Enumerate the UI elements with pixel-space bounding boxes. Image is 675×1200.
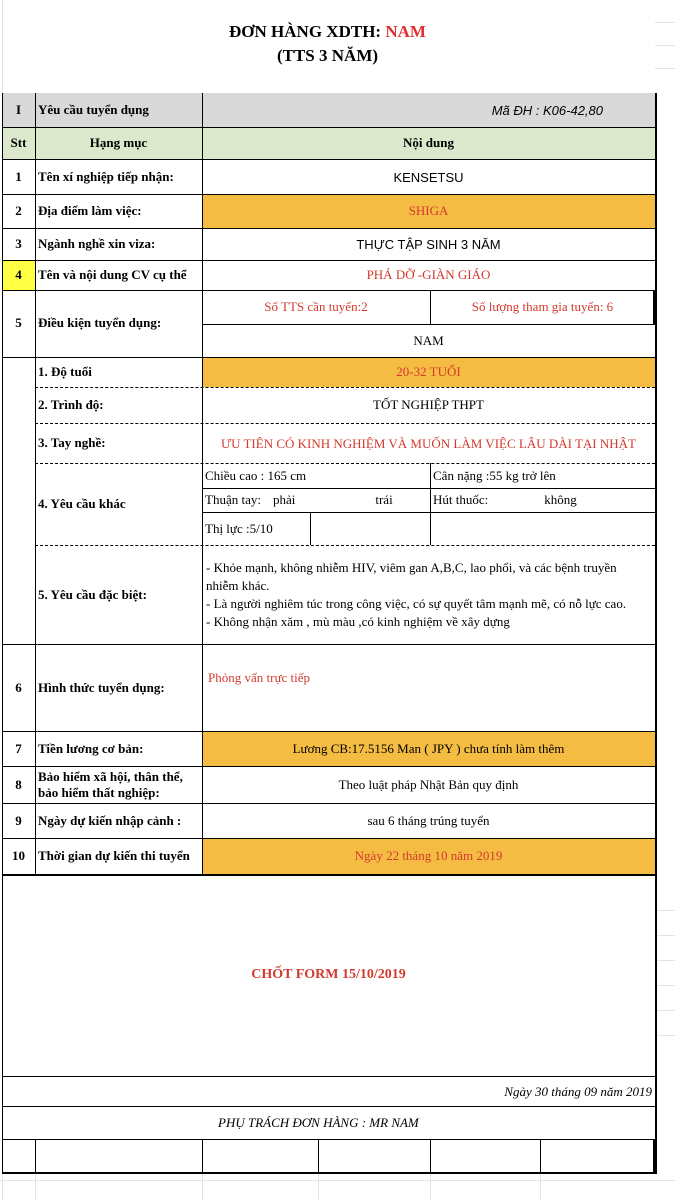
chot-form: CHỐT FORM 15/10/2019 [251, 967, 406, 982]
label-company: Tên xí nghiệp tiếp nhận: [38, 169, 174, 184]
section-label: Yêu cầu tuyển dụng [35, 93, 202, 127]
border-line [35, 423, 655, 425]
border-line [430, 290, 431, 324]
value-insurance: Theo luật pháp Nhật Bản quy định [338, 776, 519, 792]
border-line [35, 387, 655, 389]
border-line [2, 874, 657, 876]
footer-manager: PHỤ TRÁCH ĐƠN HÀNG : MR NAM [218, 1115, 419, 1130]
footer-date: Ngày 30 tháng 09 năm 2019 [504, 1083, 652, 1099]
stt-3: 3 [15, 236, 22, 251]
stt-8: 8 [15, 776, 22, 792]
grid-line [655, 985, 675, 986]
border-line [430, 463, 431, 545]
border-line [202, 93, 203, 874]
label-exam-date: Thời gian dự kiến thi tuyển [38, 848, 190, 863]
border-line [2, 803, 655, 804]
label-age: 1. Độ tuổi [38, 364, 92, 379]
section-number: I [2, 93, 35, 127]
hand-left: trái [375, 492, 393, 507]
header-stt: Stt [2, 127, 35, 159]
title-prefix: ĐƠN HÀNG XDTH: [229, 22, 382, 41]
order-code: Mã ĐH : K06-42,80 [202, 93, 655, 127]
border-line [2, 290, 655, 291]
border-line [318, 1139, 319, 1173]
grid-line [430, 1172, 431, 1200]
value-exam-date: Ngày 22 tháng 10 năm 2019 [202, 838, 655, 874]
value-job: PHÁ DỠ -GIÀN GIÁO [366, 267, 491, 282]
border-line [2, 731, 655, 732]
border-line [2, 194, 655, 195]
stt-6: 6 [15, 679, 22, 695]
grid-line [202, 1172, 203, 1200]
label-recruit-form: Hình thức tuyển dụng: [38, 679, 165, 695]
value-needed: Số TTS cần tuyển:2 [264, 299, 368, 314]
border-line [653, 1139, 655, 1173]
border-line [2, 1172, 657, 1174]
grid-line [655, 935, 675, 936]
border-line [310, 512, 311, 545]
value-entry-date: sau 6 tháng trúng tuyển [367, 812, 490, 828]
border-line [2, 127, 655, 128]
value-hand [202, 488, 430, 512]
stt-1: 1 [15, 169, 22, 184]
grid-line [655, 1035, 675, 1036]
value-salary: Lương CB:17.5156 Man ( JPY ) chưa tính làm thêm [202, 731, 655, 766]
border-line [2, 1139, 655, 1140]
label-visa: Ngành nghề xin viza: [38, 236, 156, 251]
label-job: Tên và nội dung CV cụ thể [38, 267, 187, 282]
value-height: Chiều cao : 165 cm [205, 467, 307, 483]
border-line [2, 159, 655, 160]
value-age: 20-32 TUỔI [202, 357, 655, 387]
value-location: SHIGA [202, 194, 655, 228]
value-smoking [430, 488, 655, 512]
value-education: TỐT NGHIỆP THPT [373, 397, 484, 412]
header-content: Nội dung [202, 127, 655, 159]
label-entry-date: Ngày dự kiến nhập cảnh : [38, 812, 182, 828]
title-gender: NAM [385, 22, 426, 41]
border-line [202, 512, 655, 513]
border-line [2, 228, 655, 229]
value-gender: NAM [413, 332, 444, 348]
value-participants: Số lượng tham gia tuyển: 6 [471, 299, 614, 314]
border-line [202, 324, 655, 325]
border-line [2, 260, 655, 261]
hand-right: phải [272, 492, 296, 507]
label-location: Địa điểm làm việc: [38, 203, 142, 218]
grid-line [540, 1172, 541, 1200]
grid-line [655, 68, 675, 69]
grid-line [655, 910, 675, 911]
border-line [2, 838, 655, 839]
page-subtitle: (TTS 3 NĂM) [276, 46, 379, 65]
value-recruit-form: Phỏng vấn trực tiếp [208, 670, 311, 685]
stt-2: 2 [15, 203, 22, 218]
page-title [0, 22, 655, 42]
value-visa: THỰC TẬP SINH 3 NĂM [356, 236, 501, 252]
label-skill: 3. Tay nghề: [38, 435, 106, 450]
value-company: KENSETSU [393, 169, 464, 185]
header-category: Hạng mục [35, 127, 202, 159]
border-line [2, 1076, 655, 1077]
border-line [2, 766, 655, 767]
grid-line [655, 960, 675, 961]
border-line [2, 644, 655, 645]
grid-line [655, 22, 675, 23]
stt-10: 10 [12, 848, 25, 863]
border-line [202, 1139, 203, 1173]
grid-line [0, 1180, 675, 1181]
border-line [202, 488, 655, 489]
special-line-2: - Là người nghiêm túc trong công việc, có sự quyết tâm mạnh mẽ, có nỗ lực cao. [206, 595, 627, 611]
border-line [35, 545, 655, 547]
border-line [35, 463, 655, 465]
value-special [202, 545, 655, 644]
label-salary: Tiền lương cơ bản: [38, 740, 144, 756]
hand-label: Thuận tay: [205, 492, 261, 507]
border-line [655, 93, 657, 1174]
smoke-label: Hút thuốc: [433, 492, 489, 507]
stt-9: 9 [15, 812, 22, 828]
grid-line [655, 45, 675, 46]
value-weight: Cân nặng :55 kg trở lên [433, 467, 556, 483]
stt-4: 4 [2, 260, 35, 290]
grid-line [655, 1010, 675, 1011]
border-line [2, 1106, 655, 1107]
special-line-3: - Không nhận xăm , mù màu ,có kinh nghiệm về xây dựng [206, 613, 510, 629]
special-line-1: - Khỏe mạnh, không nhiễm HIV, viêm gan A,B,C, lao phổi, và các bệnh truyền nhiễm khác. [206, 559, 617, 593]
value-skill: ƯU TIÊN CÓ KINH NGHIỆM VÀ MUỐN LÀM VIỆC LÂU DÀI TẠI NHẬT [221, 435, 636, 451]
label-other: 4. Yêu cầu khác [38, 496, 126, 511]
label-education: 2. Trình độ: [38, 397, 104, 412]
grid-line [318, 1172, 319, 1200]
grid-line [35, 1172, 36, 1200]
border-line [653, 290, 655, 324]
border-line [2, 93, 3, 1173]
border-line [2, 357, 655, 358]
value-vision: Thị lực :5/10 [205, 520, 273, 536]
stt-7: 7 [15, 740, 22, 756]
label-conditions: Điều kiện tuyển dụng: [38, 315, 162, 330]
border-line [430, 1139, 431, 1173]
smoke-value: không [544, 492, 577, 507]
stt-5: 5 [15, 315, 22, 330]
label-insurance: Bảo hiểm xã hội, thân thể, bảo hiểm thất nghiệp: [38, 768, 183, 800]
border-line [35, 93, 36, 874]
border-line [540, 1139, 541, 1173]
label-special: 5. Yêu cầu đặc biệt: [38, 586, 147, 602]
border-line [35, 1139, 36, 1173]
